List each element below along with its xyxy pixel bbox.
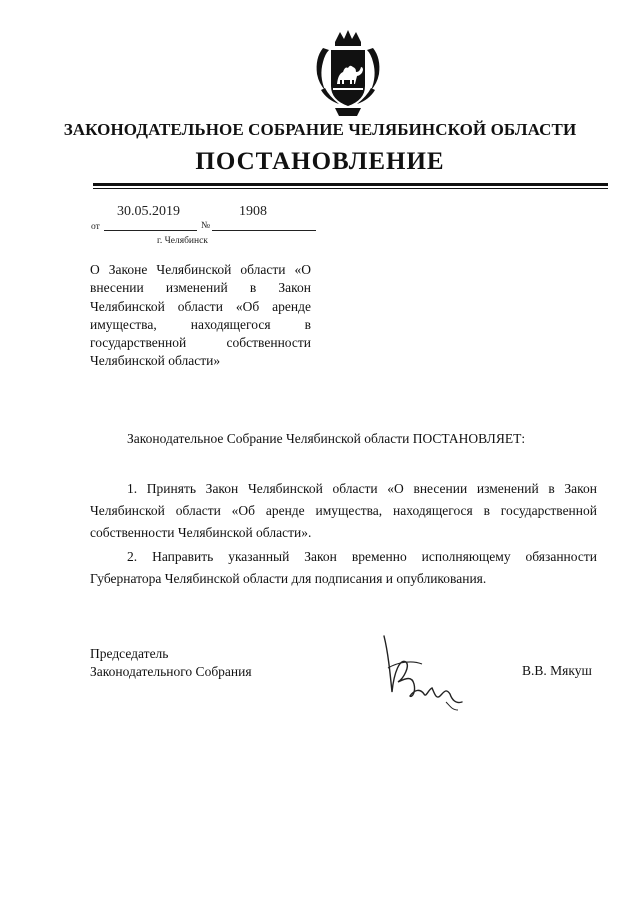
signatory-title bbox=[90, 645, 252, 681]
date-label: от bbox=[91, 222, 100, 232]
coat-of-arms-icon bbox=[313, 28, 383, 120]
signatory-title-line-2: Законодательного Собрания bbox=[90, 664, 252, 679]
date-underline bbox=[104, 230, 197, 231]
signatory-name: В.В. Мякуш bbox=[522, 663, 592, 678]
header-rule-thin bbox=[93, 188, 608, 189]
organization-title: ЗАКОНОДАТЕЛЬНОЕ СОБРАНИЕ ЧЕЛЯБИНСКОЙ ОБЛАСТИ bbox=[63, 120, 577, 139]
document-date: 30.05.2019 bbox=[117, 204, 180, 219]
signatory-title-line-1: Председатель bbox=[90, 646, 169, 661]
handwritten-signature-icon bbox=[378, 632, 470, 714]
resolution-item-1: 1. Принять Закон Челябинской области «О внесении изменений в Закон Челябинской области «Об аренде имущества, находящегося в государственной собственности Челябинской области». bbox=[90, 481, 597, 540]
document-number: 1908 bbox=[239, 204, 267, 219]
document-type-title: ПОСТАНОВЛЕНИЕ bbox=[195, 148, 445, 175]
resolves-line: Законодательное Собрание Челябинской области ПОСТАНОВЛЯЕТ: bbox=[127, 431, 526, 446]
city-label: г. Челябинск bbox=[157, 236, 208, 246]
number-underline bbox=[212, 230, 316, 231]
document-subject: О Законе Челябинской области «О внесении изменений в Закон Челябинской области «Об аренде имущества, находящегося в государственной собственности Челябинской области» bbox=[90, 262, 311, 369]
header-rule-thick bbox=[93, 183, 608, 186]
number-label: № bbox=[201, 221, 211, 231]
resolution-item-2: 2. Направить указанный Закон временно исполняющему обязанности Губернатора Челябинской области для подписания и опубликования. bbox=[90, 549, 597, 586]
